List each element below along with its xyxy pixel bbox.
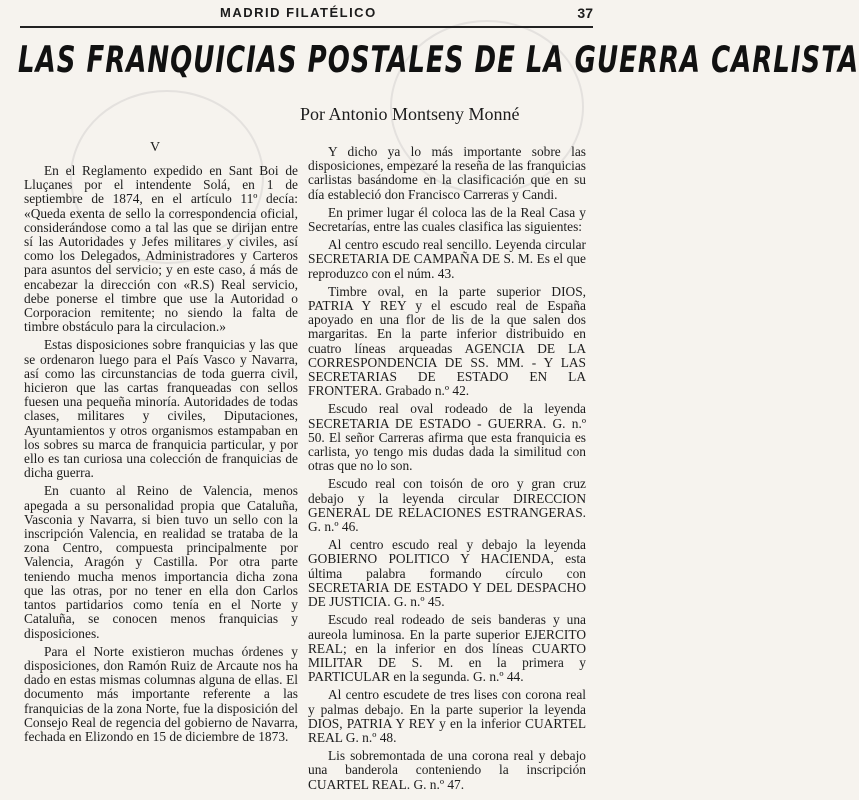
paragraph: En el Reglamento expedido en Sant Boi de Lluçanes por el intendente Solá, en 1 de septiembre de 1874, en el artículo 11º decía: «Queda exenta de sello la correspondencia oficial, considerándose como a tal las que se dirijan entre sí las Autoridades y Jefes militares y civiles, así como los Delegados, Administradores y Carteros para asuntos del servicio; y en este caso, á más de encabezar la dirección con «R.S) Real servicio, debe ponerse el timbre que use la Autoridad o Corporacion remitente; no siendo la falta de timbre obstáculo para la circulacion.» <box>24 163 298 335</box>
paragraph: Escudo real rodeado de seis banderas y una aureola luminosa. En la parte superior EJERCITO REAL; en la inferior en dos líneas CUARTO MILITAR DE S. M. en la primera y PARTICULAR en la segunda. G. n.º 44. <box>308 612 586 685</box>
paragraph: Al centro escudo real sencillo. Leyenda circular SECRETARIA DE CAMPAÑA DE S. M. Es el que reproduzco con el núm. 43. <box>308 237 586 281</box>
section-number: V <box>150 140 161 155</box>
paragraph: Y dicho ya lo más importante sobre las disposiciones, empezaré la reseña de las franquicias carlistas basándome en la clasificación que en su día estableció don Francisco Carreras y Candi. <box>308 144 586 202</box>
paragraph: Para el Norte existieron muchas órdenes y disposiciones, don Ramón Ruiz de Arcaute nos ha dado en estas mismas columnas alguna de ellas. El documento más importante referente a las franquicias de la zona Norte, fue la disposición del Consejo Real de regencia del gobierno de Navarra, fechada en Elizondo en 15 de diciembre de 1873. <box>24 643 298 744</box>
paragraph: Escudo real oval rodeado de la leyenda SECRETARIA DE ESTADO - GUERRA. G. n.º 50. El señor Carreras afirma que esta franquicia es carlista, yo tengo mis dudas dada la similitud con otras que no lo son. <box>308 401 586 474</box>
left-column <box>24 164 298 748</box>
right-column <box>308 145 586 796</box>
paragraph: Lis sobremontada de una corona real y debajo una banderola conteniendo la inscripción CUARTEL REAL. G. n.º 47. <box>308 748 586 792</box>
magazine-title: MADRID FILATÉLICO <box>220 5 377 20</box>
paragraph: En primer lugar él coloca las de la Real Casa y Secretarías, entre las cuales clasifica las siguientes: <box>308 204 586 235</box>
page-header <box>20 4 593 28</box>
article-title: LAS FRANQUICIAS POSTALES DE LA GUERRA CARLISTA <box>18 40 859 82</box>
paragraph: Escudo real con toisón de oro y gran cruz debajo y la leyenda circular DIRECCION GENERAL DE RELACIONES ESTRANGERAS. G. n.º 46. <box>308 476 586 535</box>
paragraph: Estas disposiciones sobre franquicias y las que se ordenaron luego para el País Vasco y Navarra, así como las circunstancias de toda guerra civil, hicieron que las cartas franqueadas con sellos fuesen una pequeña minoría. Autoridades de todas clases, militares y civiles, Diputaciones, Ayuntamientos y otros organismos estampaban en los sobres su marca de franquicia particular, y por ello es tan curiosa una colección de franquicias de dicha guerra. <box>24 337 298 481</box>
paragraph: Timbre oval, en la parte superior DIOS, PATRIA Y REY y el escudo real de España apoyado en una flor de lis de la que salen dos margaritas. En la parte inferior distribuido en cuatro líneas arqueadas AGENCIA DE LA CORRESPONDENCIA DE SS. MM. - Y LAS SECRETARIAS DE ESTADO EN LA FRONTERA. Grabado n.º 42. <box>308 283 586 399</box>
article-author: Por Antonio Montseny Monné <box>300 104 520 124</box>
paragraph: Al centro escudete de tres lises con corona real y palmas debajo. En la parte superior la leyenda DIOS, PATRIA Y REY y en la inferior CUARTEL REAL G. n.º 48. <box>308 687 586 745</box>
page-number: 37 <box>577 5 593 21</box>
paragraph: En cuanto al Reino de Valencia, menos apegada a su personalidad propia que Cataluña, Vasconia y Navarra, si bien tuvo un sello con la inscripción Valencia, en realidad se trataba de la zona Centro, compuesta principalmente por Valencia, Aragón y Castilla. Por otra parte teniendo mucha menos importancia dicha zona que las otras, por no tener en ella don Carlos tantos partidarios como tenía en el Norte y Cataluña, se conocen menos franquicias y disposiciones. <box>24 483 298 641</box>
paragraph: Al centro escudo real y debajo la leyenda GOBIERNO POLITICO Y HACIENDA, esta última palabra formando círculo con SECRETARIA DE ESTADO Y DEL DESPACHO DE JUSTICIA. G. n.º 45. <box>308 537 586 610</box>
